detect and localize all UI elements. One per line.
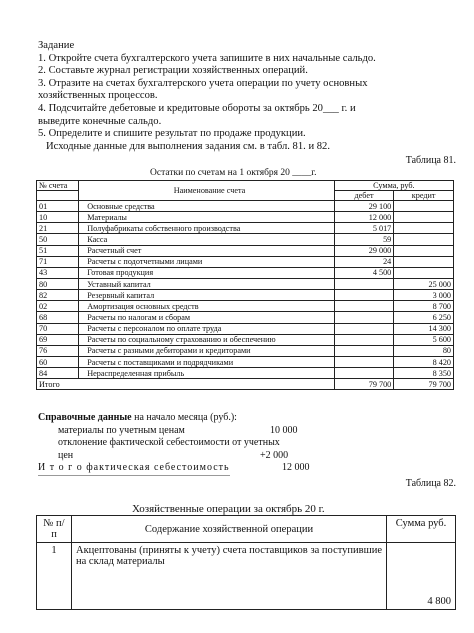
table-row [37, 212, 454, 223]
header-op-number: № п/п [37, 516, 72, 543]
task-line: 1. Откройте счета бухгалтерского учета запишите в них начальные сальдо. [38, 52, 376, 64]
credit-value: 25 000 [394, 278, 454, 289]
credit-value: 8 420 [394, 356, 454, 367]
account-name: Расчеты по налогам и сборам [79, 312, 335, 323]
total-debit: 79 700 [334, 379, 394, 390]
account-number: 69 [37, 334, 79, 345]
table-row [37, 290, 454, 301]
account-name: Уставный капитал [79, 278, 335, 289]
account-number: 80 [37, 278, 79, 289]
task-line: 5. Определите и спишите результат по продаже продукции. [38, 128, 306, 140]
account-name: Полуфабрикаты собственного производства [79, 223, 335, 234]
table-row [37, 234, 454, 245]
debit-value [334, 334, 394, 345]
account-number: 50 [37, 234, 79, 245]
account-number: 70 [37, 323, 79, 334]
credit-value [394, 267, 454, 278]
account-number: 21 [37, 223, 79, 234]
op-sum: 4 800 [387, 543, 456, 610]
debit-value: 29 100 [334, 201, 394, 212]
table-row [37, 267, 454, 278]
account-number: 82 [37, 290, 79, 301]
table-row [37, 334, 454, 345]
credit-value: 8 350 [394, 368, 454, 379]
table-row [37, 301, 454, 312]
debit-value [334, 301, 394, 312]
debit-value [334, 278, 394, 289]
debit-value: 24 [334, 256, 394, 267]
header-op-content: Содержание хозяйственной операции [72, 516, 387, 543]
account-number: 43 [37, 267, 79, 278]
account-name: Расчеты с персоналом по оплате труда [79, 323, 335, 334]
op-number: 1 [37, 543, 72, 610]
account-number: 84 [37, 368, 79, 379]
reference-data [38, 412, 358, 475]
account-name: Касса [79, 234, 335, 245]
table81-title: Остатки по счетам на 1 октября 20 ____г. [150, 168, 317, 178]
debit-value [334, 356, 394, 367]
account-number: 51 [37, 245, 79, 256]
credit-value [394, 256, 454, 267]
task-line: выведите конечные сальдо. [38, 115, 162, 127]
table-row [37, 345, 454, 356]
credit-value [394, 245, 454, 256]
reference-row: материалы по учетным ценам 10 000 [58, 424, 298, 436]
op-content: Акцептованы (приняты к учету) счета поставщиков за поступившие на склад материалы [72, 543, 387, 610]
task-line: 4. Подсчитайте дебетовые и кредитовые обороты за октябрь 20___ г. и [38, 102, 356, 114]
debit-value: 4 500 [334, 267, 394, 278]
credit-value: 8 700 [394, 301, 454, 312]
debit-value [334, 312, 394, 323]
header-credit: кредит [394, 191, 454, 201]
reference-row: отклонение фактической себестоимости от учетных [58, 437, 280, 448]
account-number: 01 [37, 201, 79, 212]
balances-table [36, 180, 454, 390]
account-name: Основные средства [79, 201, 335, 212]
debit-value: 12 000 [334, 212, 394, 223]
account-number: 10 [37, 212, 79, 223]
header-account-number: № счета [37, 181, 79, 191]
debit-value: 29 000 [334, 245, 394, 256]
table-row [37, 256, 454, 267]
credit-value: 5 600 [394, 334, 454, 345]
header-debit: дебет [334, 191, 394, 201]
total-credit: 79 700 [394, 379, 454, 390]
table81-label: Таблица 81. [405, 155, 456, 166]
account-name: Расчетный счет [79, 245, 335, 256]
table-row [37, 245, 454, 256]
debit-value [334, 345, 394, 356]
account-name: Расчеты по социальному страхованию и обеспечению [79, 334, 335, 345]
total-label: Итого [37, 379, 335, 390]
table-row [37, 223, 454, 234]
table-row [37, 278, 454, 289]
reference-heading: Справочные данные на начало месяца (руб.): [38, 412, 237, 423]
account-name: Амортизация основных средств [79, 301, 335, 312]
debit-value [334, 323, 394, 334]
operations-table [36, 515, 456, 610]
account-name: Расчеты с поставщиками и подрядчиками [79, 356, 335, 367]
credit-value: 80 [394, 345, 454, 356]
credit-value [394, 234, 454, 245]
credit-value [394, 201, 454, 212]
table-row [37, 312, 454, 323]
credit-value [394, 223, 454, 234]
debit-value [334, 290, 394, 301]
credit-value: 14 300 [394, 323, 454, 334]
credit-value: 3 000 [394, 290, 454, 301]
account-name: Расчеты с разными дебиторами и кредиторами [79, 345, 335, 356]
header-account-name: Наименование счета [79, 181, 335, 201]
reference-row: цен +2 000 [58, 449, 289, 461]
table-row [37, 323, 454, 334]
table82-title: Хозяйственные операции за октябрь 20 г. [132, 503, 325, 515]
task-line: 2. Составьте журнал регистрации хозяйственных операций. [38, 65, 308, 77]
task-line: хозяйственных процессов. [38, 90, 158, 102]
account-name: Нераспределенная прибыль [79, 368, 335, 379]
account-number: 60 [37, 356, 79, 367]
header-sum: Сумма, руб. [334, 181, 453, 191]
task-text [38, 40, 458, 153]
debit-value: 59 [334, 234, 394, 245]
table-row [37, 356, 454, 367]
task-heading: Задание [38, 40, 75, 51]
task-line: Исходные данные для выполнения задания см. в табл. 81. и 82. [46, 140, 330, 152]
task-line: 3. Отразите на счетах бухгалтерского учета операции по учету основных [38, 77, 368, 89]
account-name: Расчеты с подотчетными лицами [79, 256, 335, 267]
reference-total-row: И т о г о фактическая себестоимость 12 000 [38, 462, 358, 475]
account-name: Материалы [79, 212, 335, 223]
table-row [37, 201, 454, 212]
account-number: 02 [37, 301, 79, 312]
credit-value: 6 250 [394, 312, 454, 323]
account-number: 71 [37, 256, 79, 267]
table82-label: Таблица 82. [405, 478, 456, 489]
credit-value [394, 212, 454, 223]
account-number: 76 [37, 345, 79, 356]
account-name: Резервный капитал [79, 290, 335, 301]
table-row [37, 368, 454, 379]
debit-value [334, 368, 394, 379]
account-number: 68 [37, 312, 79, 323]
account-name: Готовая продукция [79, 267, 335, 278]
header-spacer [37, 191, 79, 201]
header-op-sum: Сумма руб. [387, 516, 456, 543]
debit-value: 5 017 [334, 223, 394, 234]
